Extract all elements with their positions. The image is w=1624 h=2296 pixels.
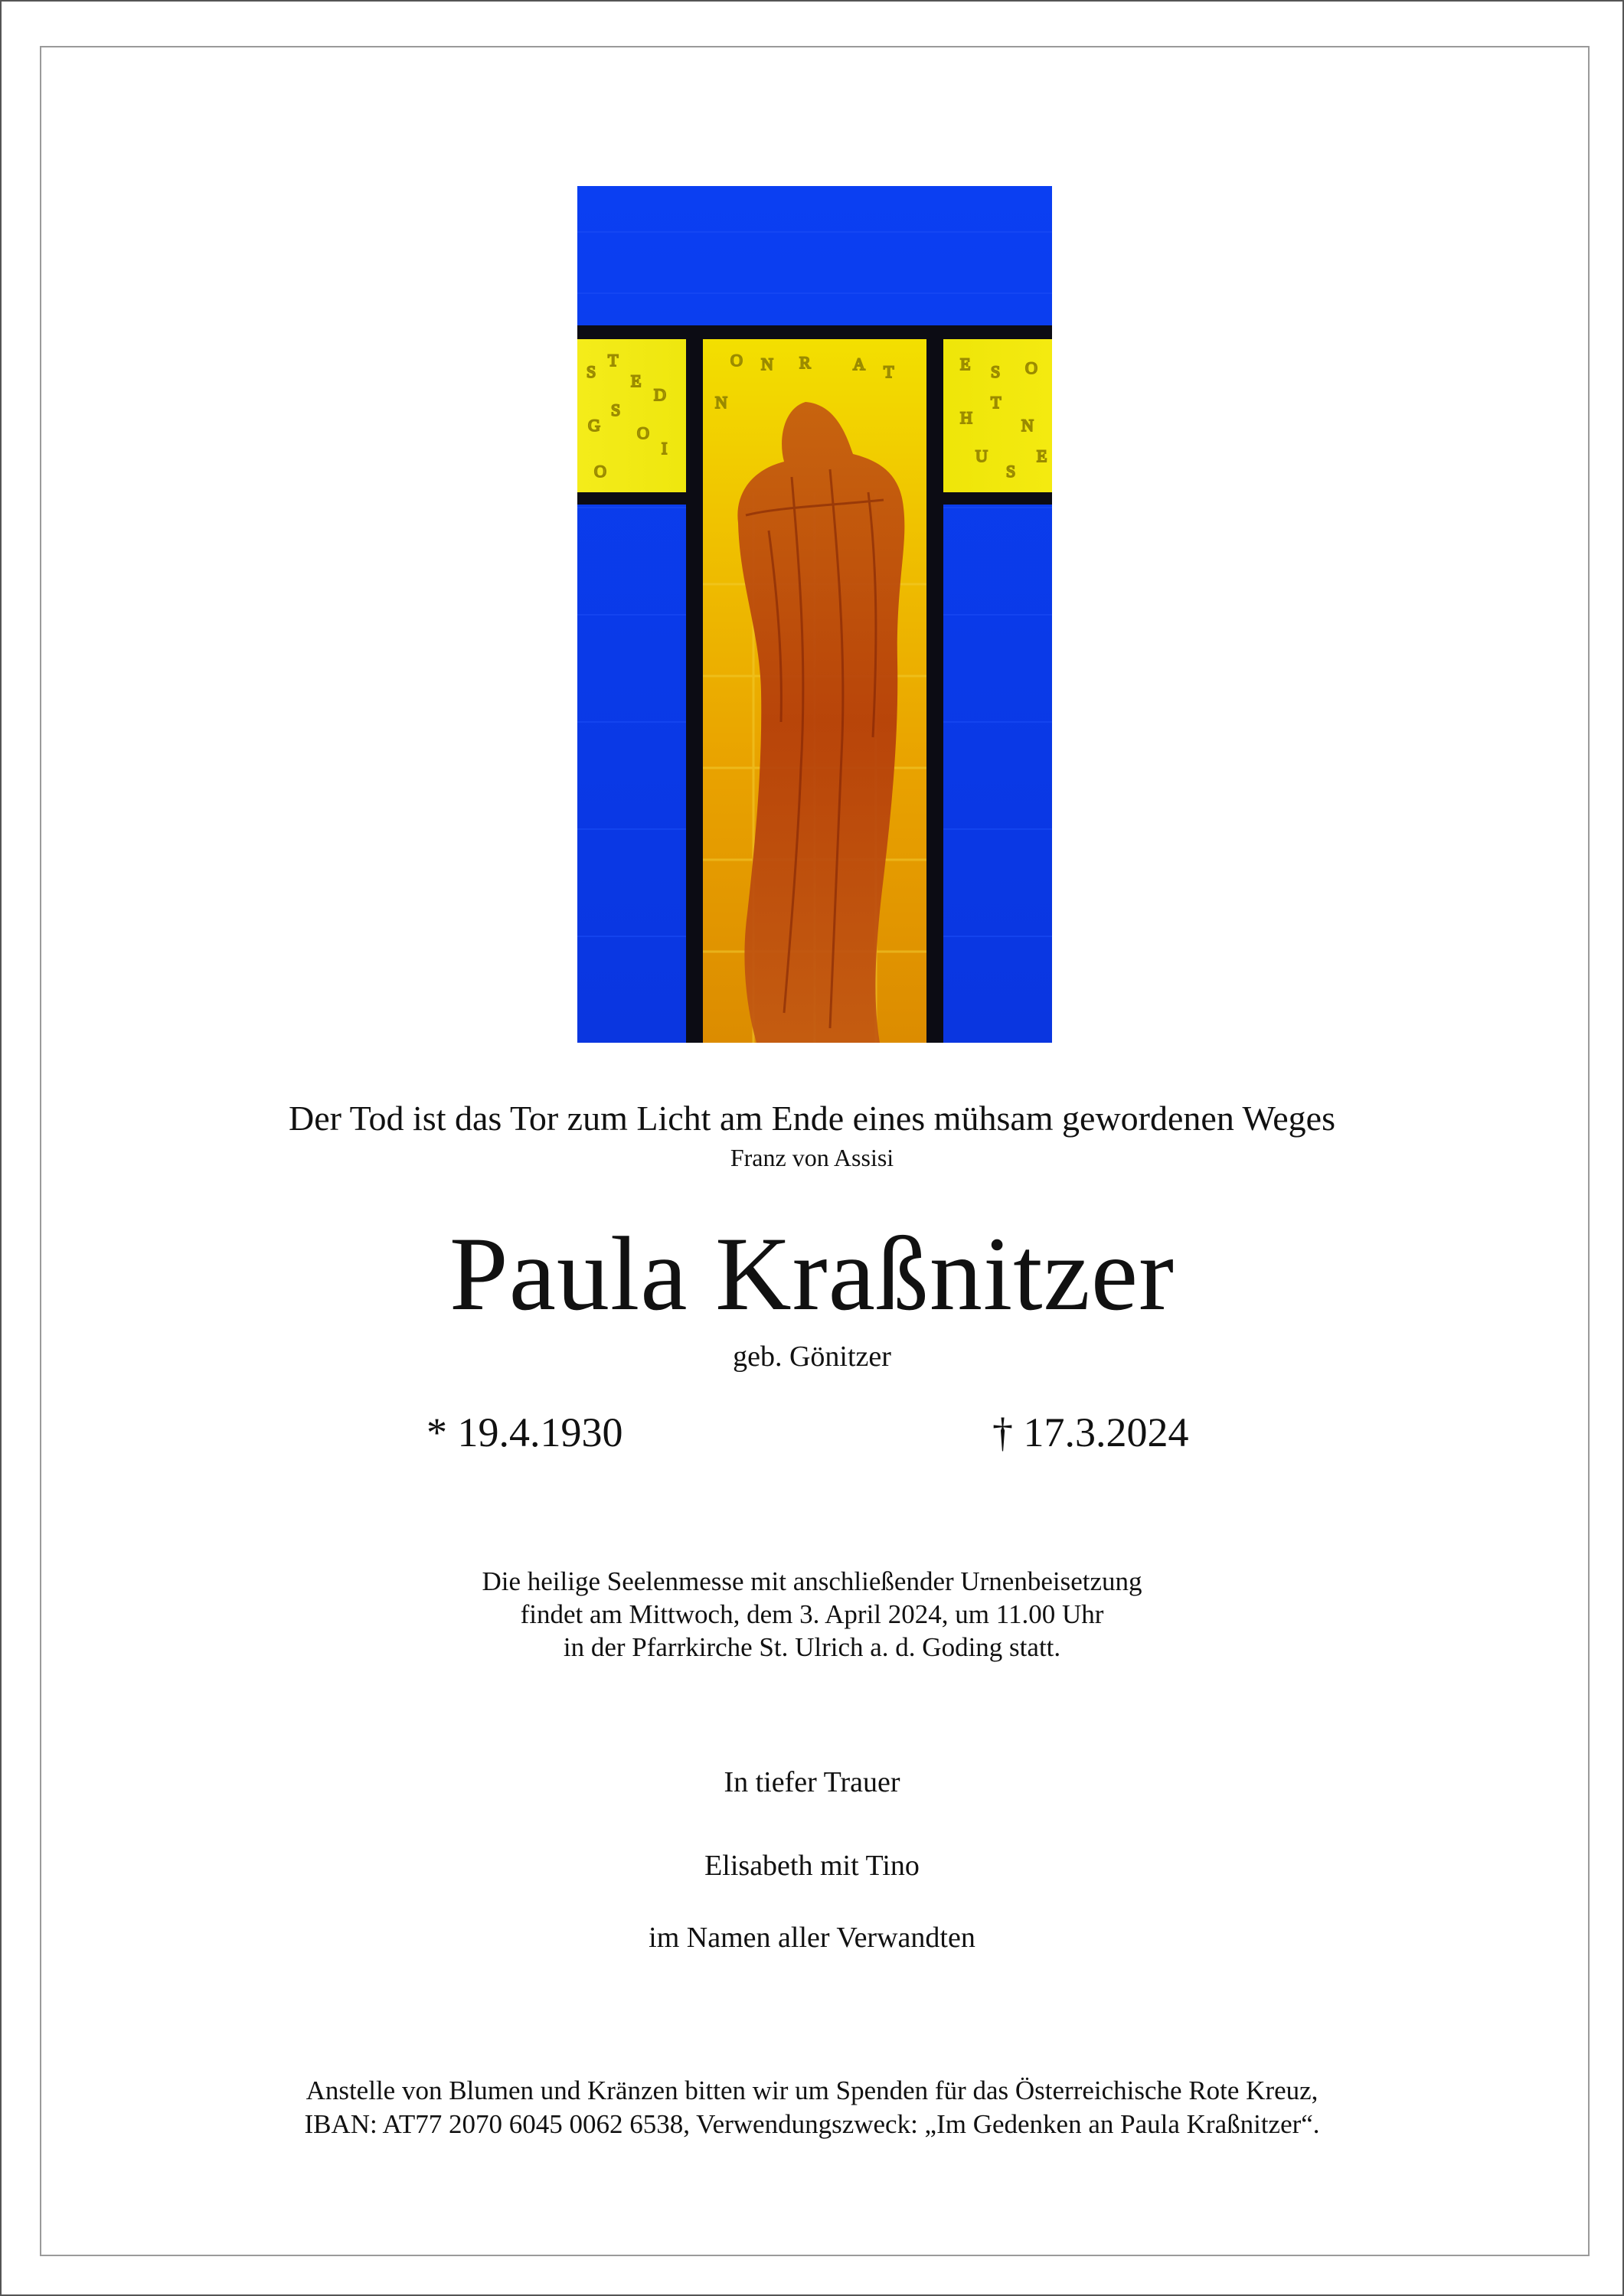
- svg-text:N: N: [1021, 416, 1034, 435]
- svg-text:D: D: [654, 385, 666, 404]
- mourning-intro: In tiefer Trauer: [724, 1766, 900, 1798]
- svg-text:N: N: [761, 354, 773, 374]
- maiden-name: geb. Gönitzer: [733, 1341, 891, 1373]
- svg-text:S: S: [611, 400, 621, 420]
- service-line: in der Pfarrkirche St. Ulrich a. d. Goding statt.: [563, 1632, 1061, 1662]
- svg-text:T: T: [608, 351, 619, 370]
- svg-text:I: I: [662, 439, 668, 458]
- svg-text:T: T: [884, 362, 894, 381]
- svg-text:O: O: [730, 351, 743, 370]
- svg-text:U: U: [975, 446, 988, 465]
- service-line: Die heilige Seelenmesse mit anschließender Urnenbeisetzung: [482, 1566, 1142, 1596]
- svg-text:A: A: [853, 354, 865, 374]
- svg-text:E: E: [631, 371, 642, 390]
- svg-text:O: O: [637, 423, 649, 443]
- svg-text:S: S: [1006, 462, 1016, 481]
- svg-text:E: E: [960, 354, 971, 374]
- deceased-name: Paula Kraßnitzer: [449, 1215, 1175, 1332]
- svg-text:O: O: [594, 462, 606, 481]
- svg-text:H: H: [960, 408, 972, 427]
- donation-request: [0, 2074, 1624, 2141]
- svg-text:O: O: [1025, 358, 1037, 377]
- stained-glass-cross-icon: [577, 186, 1052, 1043]
- service-line: findet am Mittwoch, dem 3. April 2024, um 11.00 Uhr: [520, 1599, 1104, 1629]
- service-announcement: [0, 1565, 1624, 1664]
- svg-text:G: G: [588, 416, 600, 435]
- quote-author: Franz von Assisi: [730, 1144, 894, 1171]
- family-names: Elisabeth mit Tino: [704, 1850, 920, 1882]
- relatives-note: im Namen aller Verwandten: [649, 1922, 975, 1954]
- svg-text:E: E: [1037, 446, 1047, 465]
- quote-text: Der Tod ist das Tor zum Licht am Ende eines mühsam gewordenen Weges: [289, 1099, 1335, 1138]
- donation-line: Anstelle von Blumen und Kränzen bitten wir um Spenden für das Österreichische Rote Kreuz,: [306, 2076, 1318, 2105]
- svg-text:S: S: [587, 362, 596, 381]
- death-date: † 17.3.2024: [992, 1409, 1189, 1455]
- svg-text:N: N: [715, 393, 727, 412]
- svg-text:S: S: [991, 362, 1001, 381]
- svg-text:R: R: [799, 353, 811, 372]
- donation-line: IBAN: AT77 2070 6045 0062 6538, Verwendungszweck: „Im Gedenken an Paula Kraßnitzer“.: [304, 2109, 1320, 2139]
- svg-text:T: T: [991, 393, 1002, 412]
- birth-date: * 19.4.1930: [426, 1409, 623, 1455]
